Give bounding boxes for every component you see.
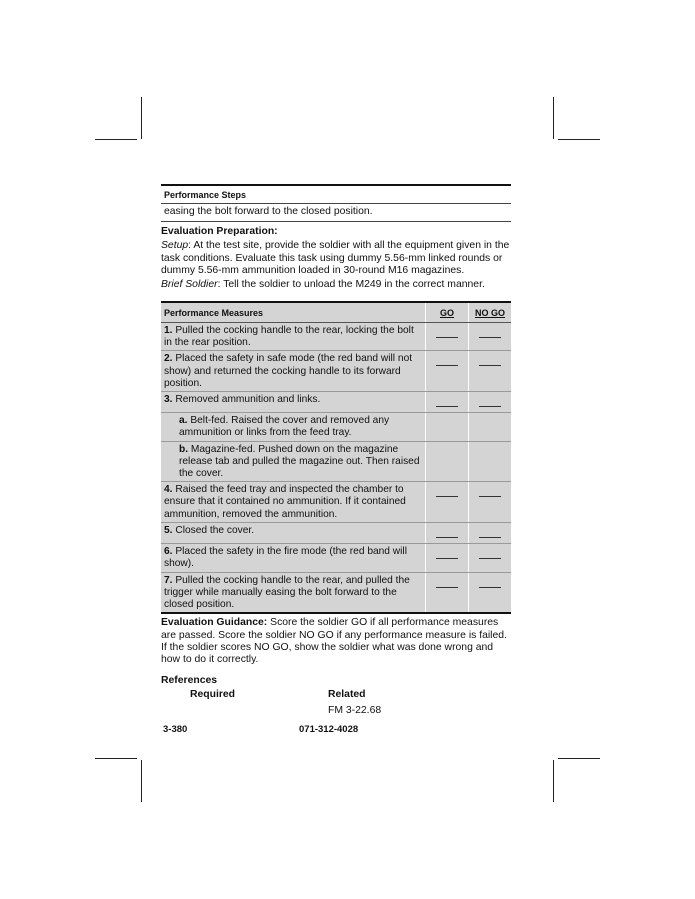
go-score-cell[interactable] bbox=[426, 572, 469, 613]
table-row bbox=[161, 572, 511, 613]
table-row bbox=[161, 441, 511, 482]
table-row bbox=[161, 413, 511, 441]
nogo-score-cell[interactable] bbox=[469, 572, 512, 613]
nogo-score-cell bbox=[469, 441, 512, 482]
go-score-cell[interactable] bbox=[426, 482, 469, 523]
go-score-cell bbox=[426, 441, 469, 482]
go-score-cell[interactable] bbox=[426, 522, 469, 543]
page-content bbox=[161, 184, 511, 719]
nogo-score-cell[interactable] bbox=[469, 351, 512, 392]
measure-cell bbox=[161, 441, 426, 482]
go-score-blank[interactable] bbox=[436, 496, 458, 497]
measure-cell bbox=[161, 544, 426, 572]
measure-text: Placed the safety in safe mode (the red band will not show) and returned the cocking handle to its forward position. bbox=[164, 353, 413, 389]
nogo-score-blank[interactable] bbox=[479, 496, 501, 497]
go-score-blank[interactable] bbox=[436, 558, 458, 559]
crop-mark bbox=[553, 760, 554, 802]
go-score-blank[interactable] bbox=[436, 365, 458, 366]
measure-number: 3. bbox=[164, 394, 173, 406]
measure-cell bbox=[161, 351, 426, 392]
go-score-blank[interactable] bbox=[436, 587, 458, 588]
references-header-row bbox=[161, 689, 511, 703]
nogo-score-blank[interactable] bbox=[479, 587, 501, 588]
setup-label: Setup bbox=[161, 240, 189, 252]
required-label: Required bbox=[190, 689, 236, 701]
go-score-blank[interactable] bbox=[436, 406, 458, 407]
crop-mark bbox=[558, 758, 600, 759]
nogo-column-header: NO GO bbox=[469, 302, 512, 323]
measure-cell bbox=[161, 413, 426, 441]
table-row bbox=[161, 522, 511, 543]
table-row bbox=[161, 323, 511, 351]
go-score-cell bbox=[426, 413, 469, 441]
measure-text: Magazine-fed. Pushed down on the magazine release tab and pulled the magazine out. Then raised the cover. bbox=[179, 443, 420, 480]
nogo-score-blank[interactable] bbox=[479, 406, 501, 407]
table-header-row bbox=[161, 302, 511, 323]
nogo-score-cell[interactable] bbox=[469, 544, 512, 572]
guidance-label: Evaluation Guidance: bbox=[161, 617, 268, 629]
brief-text: : Tell the soldier to unload the M249 in the correct manner. bbox=[217, 279, 485, 291]
go-column-header: GO bbox=[426, 302, 469, 323]
task-number: 071-312-4028 bbox=[299, 724, 359, 735]
measure-cell bbox=[161, 522, 426, 543]
page-number: 3-380 bbox=[163, 724, 188, 735]
table-row bbox=[161, 544, 511, 572]
crop-mark bbox=[95, 139, 137, 140]
references-title: References bbox=[161, 674, 218, 686]
measure-cell bbox=[161, 572, 426, 613]
nogo-score-cell[interactable] bbox=[469, 392, 512, 413]
nogo-score-blank[interactable] bbox=[479, 365, 501, 366]
measures-column-header: Performance Measures bbox=[161, 302, 426, 323]
setup-paragraph bbox=[161, 240, 511, 277]
measure-text: Pulled the cocking handle to the rear, locking the bolt in the rear position. bbox=[164, 325, 414, 349]
nogo-score-blank[interactable] bbox=[479, 558, 501, 559]
measure-cell bbox=[161, 392, 426, 413]
related-label: Related bbox=[328, 689, 366, 701]
table-row bbox=[161, 392, 511, 413]
measure-number: a. bbox=[179, 415, 188, 427]
measure-text: Placed the safety in the fire mode (the red band will show). bbox=[164, 546, 407, 570]
measure-number: 1. bbox=[164, 325, 173, 337]
measure-number: 2. bbox=[164, 353, 173, 365]
go-score-blank[interactable] bbox=[436, 337, 458, 338]
nogo-score-cell[interactable] bbox=[469, 522, 512, 543]
setup-text: : At the test site, provide the soldier with all the equipment given in the task conditions. Evaluate this task using dummy 5.56-mm linked rounds or dummy 5.56-mm ammunition loaded in 30-round M16 magazines. bbox=[161, 240, 510, 277]
performance-measures-table bbox=[161, 301, 511, 614]
go-score-blank[interactable] bbox=[436, 537, 458, 538]
measure-cell bbox=[161, 323, 426, 351]
nogo-score-cell[interactable] bbox=[469, 323, 512, 351]
measure-text: Closed the cover. bbox=[175, 524, 255, 536]
nogo-score-blank[interactable] bbox=[479, 537, 501, 538]
measure-text: Removed ammunition and links. bbox=[175, 394, 321, 406]
guidance-text: Score the soldier GO if all performance measures are passed. Score the soldier NO GO if any performance measure is failed. If the soldier scores NO GO, show the soldier what was done wrong and how to do it correctly. bbox=[161, 617, 507, 666]
nogo-score-blank[interactable] bbox=[479, 337, 501, 338]
go-score-cell[interactable] bbox=[426, 544, 469, 572]
nogo-score-cell[interactable] bbox=[469, 482, 512, 523]
step-continuation-text: easing the bolt forward to the closed position. bbox=[161, 204, 511, 221]
crop-mark bbox=[558, 139, 600, 140]
measure-text: Raised the feed tray and inspected the chamber to ensure that it contained no ammunition. If it contained ammunition, removed the ammunition. bbox=[164, 484, 406, 520]
evaluation-preparation-title: Evaluation Preparation: bbox=[161, 225, 278, 237]
crop-mark bbox=[553, 97, 554, 139]
nogo-score-cell bbox=[469, 413, 512, 441]
measure-number: 5. bbox=[164, 524, 173, 536]
table-row bbox=[161, 482, 511, 523]
measure-number: 4. bbox=[164, 484, 173, 496]
crop-mark bbox=[141, 97, 142, 139]
measure-text: Pulled the cocking handle to the rear, and pulled the trigger while manually easing the bolt forward to the closed position. bbox=[164, 574, 410, 610]
go-score-cell[interactable] bbox=[426, 392, 469, 413]
go-score-cell[interactable] bbox=[426, 323, 469, 351]
brief-paragraph bbox=[161, 279, 511, 291]
references-value-row bbox=[161, 705, 511, 719]
measure-number: 6. bbox=[164, 546, 173, 558]
measure-cell bbox=[161, 482, 426, 523]
evaluation-guidance bbox=[161, 617, 511, 667]
crop-mark bbox=[141, 760, 142, 802]
brief-label: Brief Soldier bbox=[161, 279, 218, 291]
measure-number: b. bbox=[179, 443, 189, 455]
table-row bbox=[161, 351, 511, 392]
related-reference: FM 3-22.68 bbox=[328, 705, 382, 717]
measure-text: Belt-fed. Raised the cover and removed any ammunition or links from the feed tray. bbox=[179, 415, 390, 439]
performance-steps-heading: Performance Steps bbox=[161, 184, 511, 204]
measure-number: 7. bbox=[164, 574, 173, 586]
crop-mark bbox=[95, 758, 137, 759]
go-score-cell[interactable] bbox=[426, 351, 469, 392]
